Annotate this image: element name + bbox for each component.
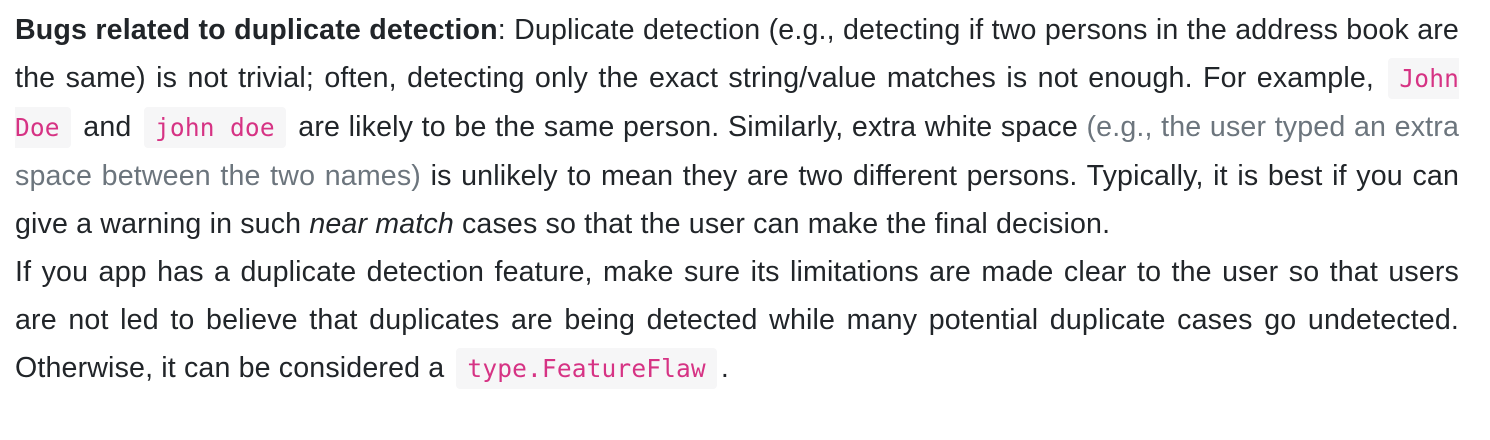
inline-code-john-doe: John Doe [15,58,1459,148]
inline-code-feature-flaw: type.FeatureFlaw [456,348,716,389]
document-body [15,6,1459,393]
inline-code-john-doe-lower: john doe [144,107,286,148]
emphasis-near-match: near match [309,208,454,240]
text-segment: cases so that the user can make the final decision. [453,208,1111,240]
heading-colon: : [497,14,506,46]
text-segment: If you app has a duplicate detection feature, make sure its limitations are made clear to the user so that users are not led to believe that duplicates are being detected while many potential duplicate cases go undetected. Otherwise, it can be considered a [15,256,1459,384]
text-segment: is unlikely to mean they are two different persons. Typically, it is best if you can give a warning in such [15,160,1459,240]
aside-text: (e.g., the user typed an extra space between the two names) [15,111,1459,192]
text-segment: Duplicate detection (e.g., detecting if two persons in the address book are the same) is not trivial; often, detecting only the exact string/value matches is not enough. For example, [15,14,1459,94]
paragraph-limitations [15,248,1459,393]
text-segment: and [74,111,141,143]
text-segment: . [720,352,729,384]
section-heading: Bugs related to duplicate detection [15,14,498,46]
paragraph-duplicate-bugs [15,6,1459,248]
text-segment: are likely to be the same person. Similarly, extra white space [289,111,1087,143]
